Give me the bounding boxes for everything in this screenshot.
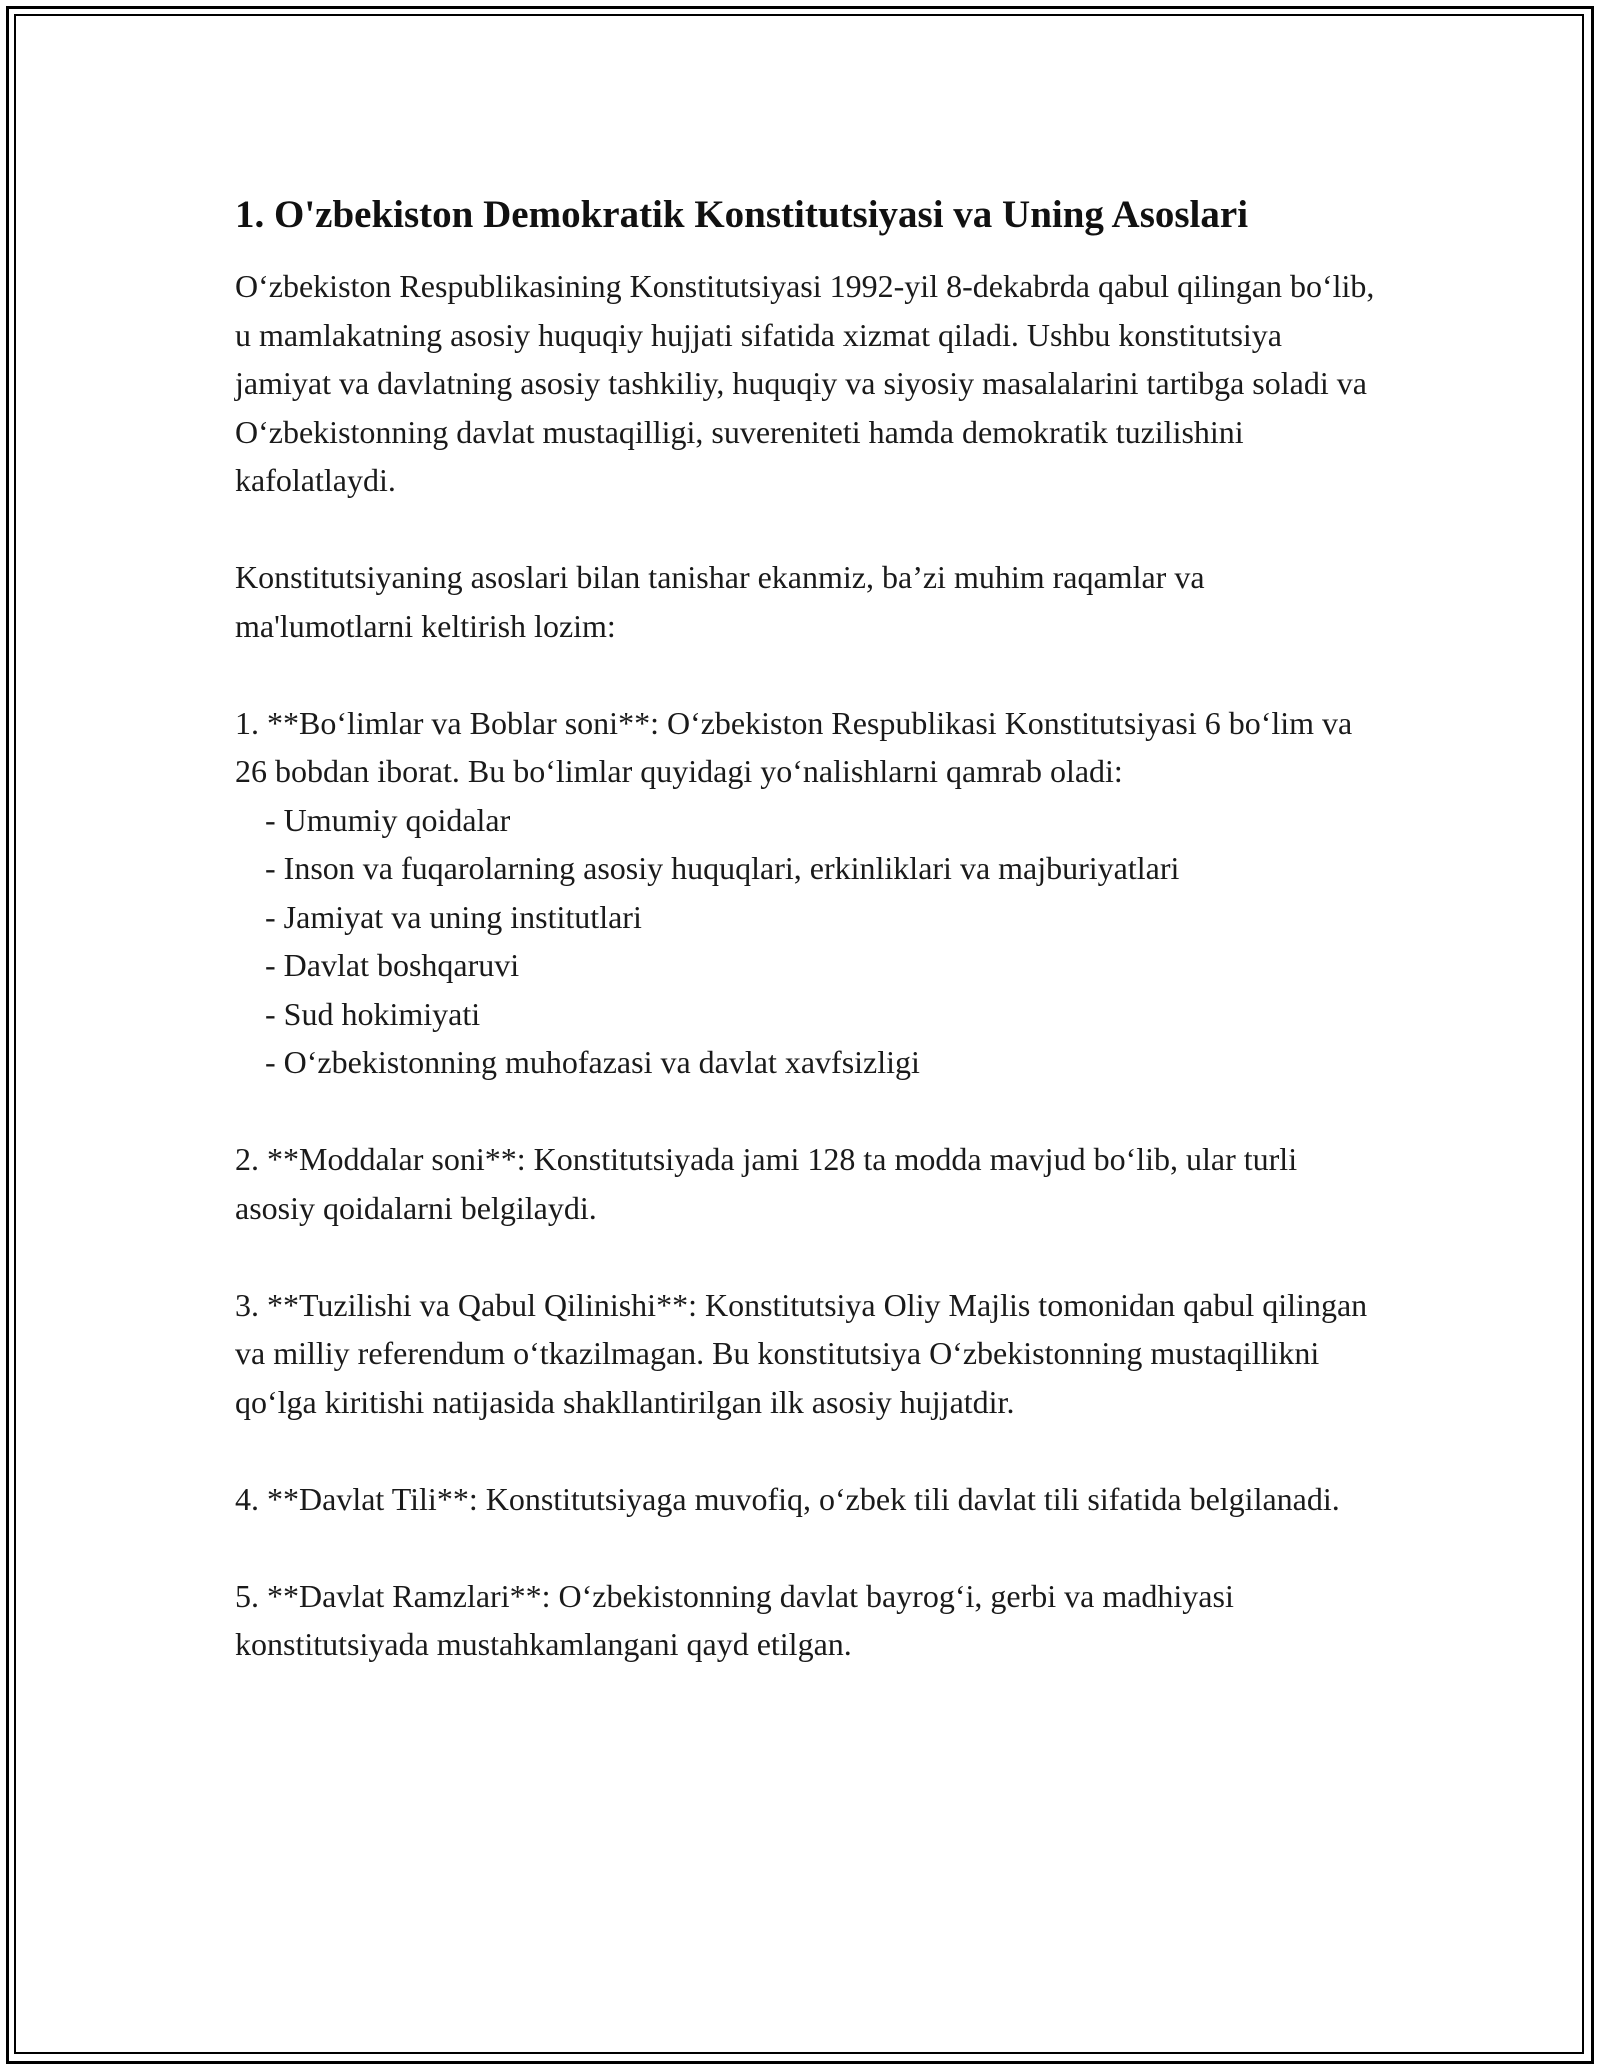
sublist-item: - Davlat boshqaruvi [265,947,520,983]
document-title: 1. O'zbekiston Demokratik Konstitutsiyasi va Uning Asoslari [235,193,1249,236]
list-item-state-language: 4. **Davlat Tili**: Konstitutsiyaga muvofiq, o‘zbek tili davlat tili sifatida belgilanadi. [235,1480,1340,1517]
sublist-item: - Sud hokimiyati [265,995,481,1032]
list-item-articles: 2. **Moddalar soni**: Konstitutsiyada jami 128 ta modda mavjud bo‘lib, ular turli asosiy qoidalarni belgilaydi. [235,1141,1298,1226]
paragraph-gap [235,650,1375,699]
lead-paragraph: Konstitutsiyaning asoslari bilan tanishar ekanmiz, ba’zi muhim raqamlar va ma'lumotlarni keltirish lozim: [235,559,1205,644]
paragraph-gap [235,1232,1375,1281]
document-body [235,190,1375,1669]
sublist-item: - Umumiy qoidalar [265,801,511,838]
paragraph-gap [235,1523,1375,1572]
paragraph-gap [235,505,1375,554]
intro-paragraph: O‘zbekiston Respublikasining Konstitutsiyasi 1992-yil 8-dekabrda qabul qilingan bo‘lib, u mamlakatning asosiy huquqiy hujjati sifatida xizmat qiladi. Ushbu konstitutsiya jamiyat va davlatning asosiy tashkiliy, huquqiy va siyosiy masalalarini tartibga soladi va O‘zbekistonning davlat mustaqilligi, suvereniteti hamda demokratik tuzilishini kafolatlaydi. [235,268,1375,498]
list-item-structure: 3. **Tuzilishi va Qabul Qilinishi**: Konstitutsiya Oliy Majlis tomonidan qabul qilingan va milliy referendum o‘tkazilmagan. Bu konstitutsiya O‘zbekistonning mustaqillikni qo‘lga kiritishi natijasida shakllantirilgan ilk asosiy hujjatdir. [235,1286,1368,1420]
sublist-item: - Jamiyat va uning institutlari [265,898,642,935]
sublist-item: - O‘zbekistonning muhofazasi va davlat xavfsizligi [265,1044,920,1080]
list-item-sections: 1. **Bo‘limlar va Boblar soni**: O‘zbekiston Respublikasi Konstitutsiyasi 6 bo‘lim va 26 bobdan iborat. Bu bo‘limlar quyidagi yo‘nalishlarni qamrab oladi: [235,704,1353,789]
paragraph-gap [235,1087,1375,1136]
sublist-item: - Inson va fuqarolarning asosiy huquqlari, erkinliklari va majburiyatlari [265,850,1180,886]
sections-sublist [235,796,1375,1087]
paragraph-gap [235,1426,1375,1475]
list-item-state-symbols: 5. **Davlat Ramzlari**: O‘zbekistonning davlat bayrog‘i, gerbi va madhiyasi konstitutsiyada mustahkamlangani qayd etilgan. [235,1577,1234,1662]
